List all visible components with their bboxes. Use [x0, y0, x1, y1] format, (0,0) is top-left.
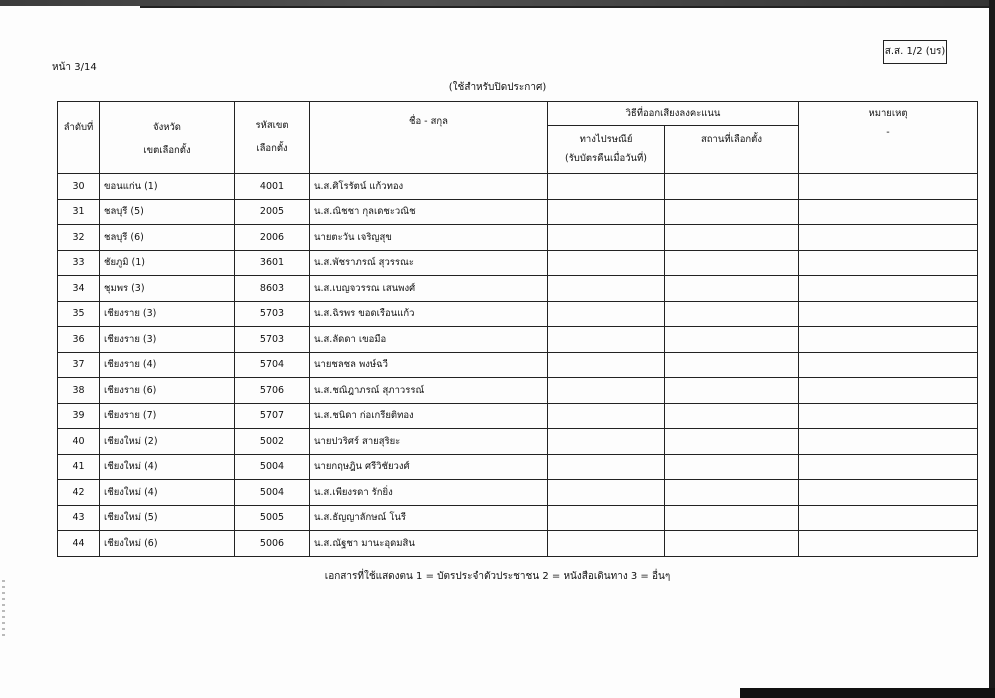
table-row — [58, 327, 978, 353]
row-zone-code: 5006 — [235, 531, 310, 557]
row-by-post — [548, 480, 665, 506]
scan-edge-bottom — [740, 688, 995, 698]
row-name: น.ส.ศิโรรัตน์ แก้วทอง — [310, 174, 548, 200]
table-row — [58, 378, 978, 404]
row-zone-code: 8603 — [235, 276, 310, 302]
row-zone-code: 3601 — [235, 250, 310, 276]
row-number: 32 — [58, 225, 100, 251]
row-zone-code: 5703 — [235, 301, 310, 327]
table-row — [58, 454, 978, 480]
header-polling-station: สถานที่เลือกตั้ง — [665, 126, 799, 174]
footnote: เอกสารที่ใช้แสดงตน 1 = บัตรประจำตัวประชาชน 2 = หนังสือเดินทาง 3 = อื่นๆ — [324, 571, 671, 582]
row-zone-code: 5005 — [235, 505, 310, 531]
row-zone-code: 2005 — [235, 199, 310, 225]
row-number: 39 — [58, 403, 100, 429]
row-zone-code: 5004 — [235, 454, 310, 480]
row-by-post — [548, 352, 665, 378]
row-number: 37 — [58, 352, 100, 378]
row-zone-code: 5707 — [235, 403, 310, 429]
row-province: ขอนแก่น (1) — [100, 174, 235, 200]
row-remarks — [799, 505, 978, 531]
row-number: 43 — [58, 505, 100, 531]
row-province: ชัยภูมิ (1) — [100, 250, 235, 276]
row-zone-code: 5706 — [235, 378, 310, 404]
row-province: เชียงใหม่ (6) — [100, 531, 235, 557]
row-by-post — [548, 174, 665, 200]
row-polling-station — [665, 276, 799, 302]
row-remarks — [799, 250, 978, 276]
row-remarks — [799, 480, 978, 506]
row-province: ชุมพร (3) — [100, 276, 235, 302]
row-remarks — [799, 301, 978, 327]
row-number: 42 — [58, 480, 100, 506]
row-name: น.ส.เพียงรดา รักยิ่ง — [310, 480, 548, 506]
row-zone-code: 5002 — [235, 429, 310, 455]
row-polling-station — [665, 174, 799, 200]
posting-notice: (ใช้สำหรับปิดประกาศ) — [448, 82, 547, 93]
row-by-post — [548, 327, 665, 353]
row-name: น.ส.ลัดดา เขอมือ — [310, 327, 548, 353]
row-number: 33 — [58, 250, 100, 276]
row-name: น.ส.พัชราภรณ์ สุวรรณะ — [310, 250, 548, 276]
row-polling-station — [665, 352, 799, 378]
row-remarks — [799, 454, 978, 480]
row-number: 41 — [58, 454, 100, 480]
row-number: 31 — [58, 199, 100, 225]
row-number: 38 — [58, 378, 100, 404]
row-by-post — [548, 276, 665, 302]
row-name: น.ส.ชนิดา ก่อเกรียติทอง — [310, 403, 548, 429]
row-number: 35 — [58, 301, 100, 327]
row-province: ชลบุรี (6) — [100, 225, 235, 251]
row-name: นายตะวัน เจริญสุข — [310, 225, 548, 251]
row-zone-code: 5703 — [235, 327, 310, 353]
row-province: เชียงใหม่ (2) — [100, 429, 235, 455]
row-polling-station — [665, 250, 799, 276]
header-zone-code: รหัสเขต เลือกตั้ง — [235, 102, 310, 174]
header-voting-method: วิธีที่ออกเสียงลงคะแนน — [548, 102, 799, 126]
row-by-post — [548, 378, 665, 404]
row-remarks — [799, 327, 978, 353]
row-number: 36 — [58, 327, 100, 353]
table-row — [58, 250, 978, 276]
row-number: 34 — [58, 276, 100, 302]
scan-edge-top-line — [140, 6, 995, 8]
row-name: น.ส.ณัฐชา มานะอุดมสิน — [310, 531, 548, 557]
table-row — [58, 531, 978, 557]
row-by-post — [548, 429, 665, 455]
row-by-post — [548, 403, 665, 429]
table-row — [58, 505, 978, 531]
table-row — [58, 225, 978, 251]
row-name: น.ส.ธัญญาลักษณ์ โนรี — [310, 505, 548, 531]
row-remarks — [799, 352, 978, 378]
row-polling-station — [665, 225, 799, 251]
row-province: เชียงราย (7) — [100, 403, 235, 429]
row-remarks — [799, 225, 978, 251]
row-polling-station — [665, 301, 799, 327]
voter-table — [57, 101, 978, 557]
table-row — [58, 301, 978, 327]
row-remarks — [799, 174, 978, 200]
row-polling-station — [665, 199, 799, 225]
table-row — [58, 174, 978, 200]
table-row — [58, 429, 978, 455]
row-remarks — [799, 378, 978, 404]
row-name: น.ส.ฉิรพร ขอดเรือนแก้ว — [310, 301, 548, 327]
table-row — [58, 480, 978, 506]
row-province: เชียงราย (3) — [100, 301, 235, 327]
row-name: นายปวริศร์ สายสุริยะ — [310, 429, 548, 455]
row-polling-station — [665, 480, 799, 506]
row-province: เชียงใหม่ (4) — [100, 480, 235, 506]
row-province: เชียงใหม่ (4) — [100, 454, 235, 480]
table-row — [58, 403, 978, 429]
row-number: 44 — [58, 531, 100, 557]
row-zone-code: 4001 — [235, 174, 310, 200]
form-code-box: ส.ส. 1/2 (บร) — [883, 40, 947, 64]
row-by-post — [548, 454, 665, 480]
table-row — [58, 352, 978, 378]
row-name: น.ส.ณิชชา กุลเดชะวณิช — [310, 199, 548, 225]
header-no: ลำดับที่ — [58, 102, 100, 174]
row-province: เชียงราย (6) — [100, 378, 235, 404]
row-province: ชลบุรี (5) — [100, 199, 235, 225]
row-polling-station — [665, 429, 799, 455]
row-remarks — [799, 429, 978, 455]
row-polling-station — [665, 403, 799, 429]
page-number: หน้า 3/14 — [52, 62, 97, 73]
row-polling-station — [665, 454, 799, 480]
row-zone-code: 2006 — [235, 225, 310, 251]
row-zone-code: 5004 — [235, 480, 310, 506]
row-remarks — [799, 403, 978, 429]
row-remarks — [799, 276, 978, 302]
row-polling-station — [665, 505, 799, 531]
header-remarks: หมายเหตุ - — [799, 102, 978, 174]
header-by-post: ทางไปรษณีย์ (รับบัตรคืนเมื่อวันที่) — [548, 126, 665, 174]
table-row — [58, 199, 978, 225]
row-by-post — [548, 301, 665, 327]
row-name: น.ส.ชณิฎาภรณ์ สุภาวรรณ์ — [310, 378, 548, 404]
row-by-post — [548, 250, 665, 276]
table-body — [58, 174, 978, 557]
row-polling-station — [665, 327, 799, 353]
row-remarks — [799, 531, 978, 557]
header-name: ชื่อ - สกุล — [310, 102, 548, 174]
row-province: เชียงใหม่ (5) — [100, 505, 235, 531]
header-province: จังหวัด เขตเลือกตั้ง — [100, 102, 235, 174]
scan-edge-right — [989, 0, 995, 698]
row-by-post — [548, 505, 665, 531]
row-by-post — [548, 531, 665, 557]
row-name: นายชลชล พงษ์ฉวี — [310, 352, 548, 378]
row-by-post — [548, 199, 665, 225]
scan-edge-left-marks — [2, 580, 5, 640]
table-row — [58, 276, 978, 302]
row-name: น.ส.เบญจวรรณ เสนพงศ์ — [310, 276, 548, 302]
row-number: 30 — [58, 174, 100, 200]
row-zone-code: 5704 — [235, 352, 310, 378]
row-province: เชียงราย (3) — [100, 327, 235, 353]
row-name: นายกฤษฎิน ศรีวิชัยวงศ์ — [310, 454, 548, 480]
row-polling-station — [665, 378, 799, 404]
row-number: 40 — [58, 429, 100, 455]
row-polling-station — [665, 531, 799, 557]
row-province: เชียงราย (4) — [100, 352, 235, 378]
row-remarks — [799, 199, 978, 225]
row-by-post — [548, 225, 665, 251]
